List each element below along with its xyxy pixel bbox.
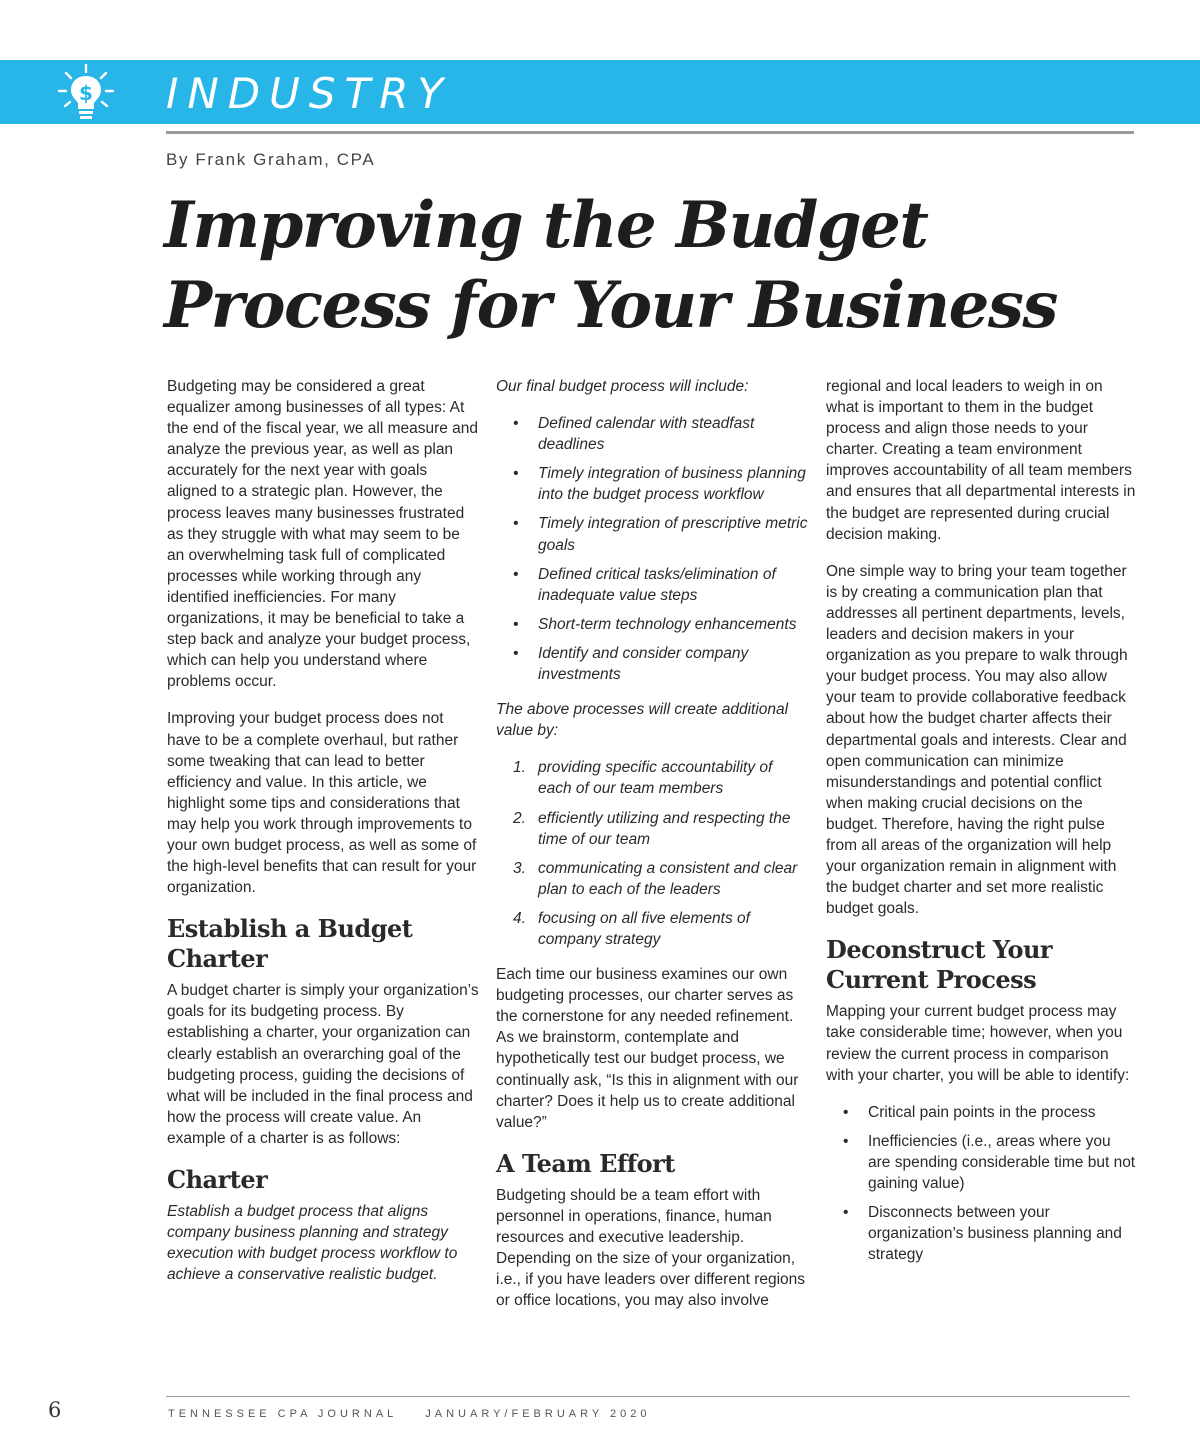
- paragraph: One simple way to bring your team together is by creating a communication plan that addresses all pertinent departments, levels, leaders and decision makers in your organization as you prepare to walk through your budget process. You may also allow your team to provide collaborative feedback about how the budget charter affects their departmental goals and interests. Clear and open communication can minimize misunderstandings and potential conflict when making crucial decisions on the budget. Therefore, having the right pulse from all areas of the organization will help your organization remain in alignment with the budget charter and set more realistic budget goals.: [826, 562, 1128, 918]
- bullet-icon: •: [513, 644, 519, 662]
- header-divider: [166, 131, 1134, 134]
- subheading-charter: Charter: [167, 1165, 268, 1194]
- paragraph: Mapping your current budget process may take considerable time; however, when you review the current process in comparison with your charter, you will be able to identify:: [826, 1003, 1130, 1084]
- list-item: 2. efficiently utilizing and respecting the time of our team: [513, 809, 791, 848]
- subheading-budget-charter: Establish a Budget Charter: [167, 914, 413, 974]
- list-item: • Inefficiencies (i.e., areas where you are spending considerable time but not gaining value): [843, 1132, 1136, 1192]
- list-item: • Timely integration of business planning into the budget process workflow: [513, 465, 806, 504]
- process-bullet-list: [496, 413, 808, 685]
- list-item: • Timely integration of prescriptive metric goals: [513, 515, 808, 554]
- section-title: INDUSTRY: [166, 69, 453, 118]
- bullet-icon: •: [843, 1103, 849, 1121]
- column-1: [167, 376, 479, 1301]
- paragraph: Budgeting may be considered a great equalizer among businesses of all types: At the end of the fiscal year, we all measure and analyze the previous year, as well as plan accurately for the next year with goals aligned to a strategic plan. However, the process leaves many businesses frustrated as they struggle with what may seem to be an overwhelming task full of complicated processes while working through any identified inefficiencies. For many organizations, it may be beneficial to take a step back and analyze your budget process, which can help you understand where problems occur.: [167, 378, 479, 691]
- bullet-icon: •: [843, 1204, 849, 1222]
- lightbulb-dollar-icon: [56, 62, 116, 124]
- bullet-icon: •: [843, 1132, 849, 1150]
- issue-date: JANUARY/FEBRUARY 2020: [425, 1408, 651, 1420]
- column-2: [496, 376, 808, 1327]
- list-item: • Disconnects between your organization’s business planning and strategy: [843, 1204, 1122, 1264]
- bullet-icon: •: [513, 565, 519, 583]
- column-3: [826, 376, 1136, 1279]
- subheading-deconstruct: Deconstruct Your Current Process: [826, 935, 1053, 995]
- journal-name: TENNESSEE CPA JOURNAL: [168, 1408, 398, 1420]
- identify-bullet-list: [826, 1102, 1136, 1266]
- list-item: • Identify and consider company investments: [513, 644, 749, 684]
- list-intro: Our final budget process will include:: [496, 378, 749, 395]
- list-item: 4. focusing on all five elements of company strategy: [513, 909, 750, 948]
- svg-text:$: $: [79, 81, 93, 105]
- paragraph: regional and local leaders to weigh in on what is important to them in the budget process and align those needs to your charter. Creating a team environment improves accountability of all team members and ensures that all departmental interests in the budget are represented during crucial decision making.: [826, 378, 1136, 543]
- list-item: • Critical pain points in the process: [826, 1102, 1136, 1123]
- list-item: 1. providing specific accountability of each of our team members: [513, 759, 773, 798]
- paragraph: Each time our business examines our own budgeting processes, our charter serves as the cornerstone for any needed refinement. As we brainstorm, contemplate and hypothetically test our budget process, we continually ask, “Is this in alignment with our charter? Does it help us to create additional value?”: [496, 966, 799, 1131]
- headline-line-2: Process for Your Business: [164, 268, 1057, 343]
- bullet-icon: •: [513, 465, 519, 483]
- bullet-icon: •: [513, 615, 519, 633]
- article-headline: [164, 186, 1164, 346]
- subheading-team-effort: A Team Effort: [496, 1148, 675, 1178]
- list-item: • Defined critical tasks/elimination of inadequate value steps: [513, 565, 776, 604]
- list-intro: The above processes will create additional value by:: [496, 701, 789, 740]
- page-number: 6: [48, 1398, 62, 1422]
- list-item: • Short-term technology enhancements: [496, 614, 808, 635]
- paragraph: A budget charter is simply your organization’s goals for its budgeting process. By establishing a charter, your organization can clearly establish an overarching goal of the budgeting process, guiding the decisions of what will be included in the final process and how the process will create value. An example of a charter is as follows:: [167, 982, 479, 1147]
- paragraph: Budgeting should be a team effort with personnel in operations, finance, human resources and executive leadership. Depending on the size of your organization, i.e., if you have leaders over different regions or office locations, you may also involve: [496, 1186, 806, 1310]
- byline: By Frank Graham, CPA: [166, 150, 376, 169]
- list-item: 3. communicating a consistent and clear plan to each of the leaders: [513, 859, 798, 898]
- bullet-icon: •: [513, 415, 519, 433]
- value-numbered-list: [496, 757, 808, 950]
- footer-text: [168, 1408, 651, 1420]
- paragraph: Improving your budget process does not have to be a complete overhaul, but rather some tweaking that can lead to better efficiency and value. In this article, we highlight some tips and considerations that may help you work through improvements to your own budget process, as well as some of the high-level benefits that can result for your organization.: [167, 710, 477, 897]
- bullet-icon: •: [513, 515, 519, 533]
- headline-line-1: Improving the Budget: [164, 188, 928, 263]
- footer-divider: [166, 1396, 1130, 1397]
- list-item: • Defined calendar with steadfast deadlines: [513, 415, 755, 454]
- charter-statement: Establish a budget process that aligns company business planning and strategy execution with budget process workflow to achieve a conservative realistic budget.: [167, 1203, 458, 1284]
